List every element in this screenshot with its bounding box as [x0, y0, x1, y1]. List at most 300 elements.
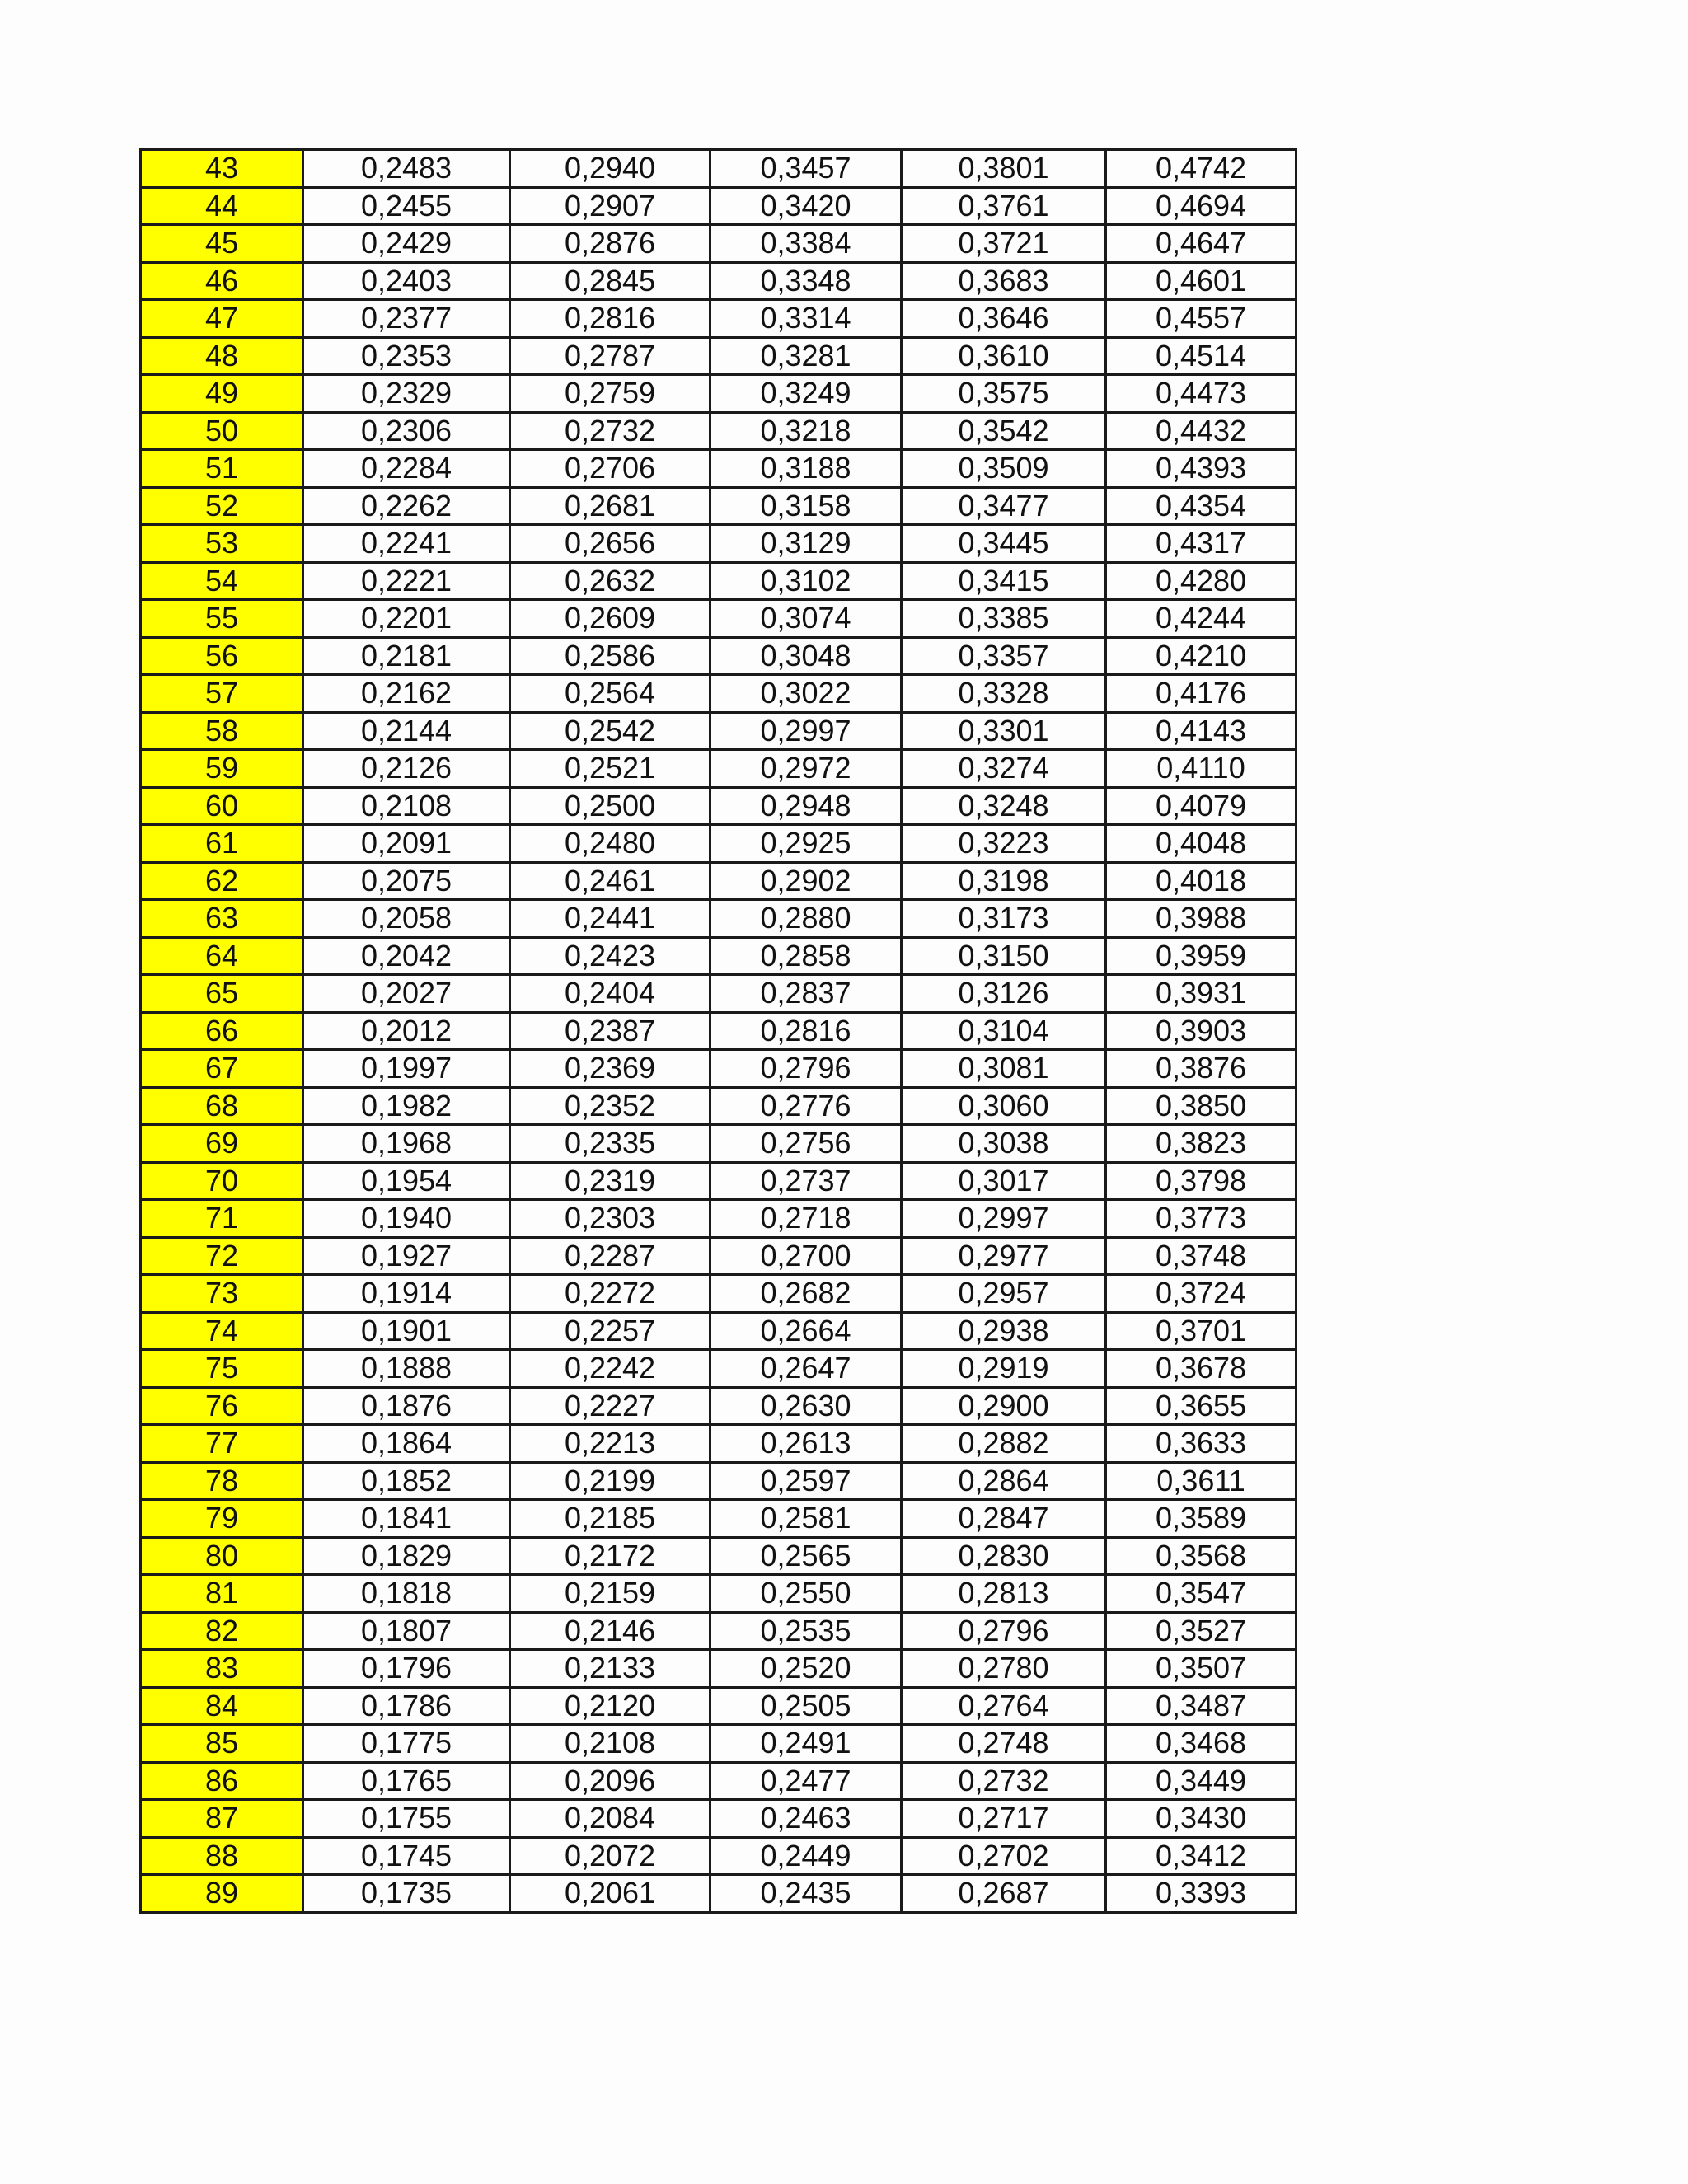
row-index-cell: 67 [141, 1050, 303, 1088]
value-cell: 0,3801 [902, 150, 1106, 188]
value-cell: 0,2012 [303, 1012, 510, 1050]
value-cell: 0,3611 [1106, 1462, 1296, 1500]
value-cell: 0,2520 [710, 1650, 902, 1688]
table-row [141, 1125, 1296, 1163]
table-row [141, 600, 1296, 638]
table-row [141, 712, 1296, 750]
value-cell: 0,2780 [902, 1650, 1106, 1688]
value-cell: 0,2900 [902, 1387, 1106, 1425]
value-cell: 0,3646 [902, 300, 1106, 338]
value-cell: 0,4317 [1106, 525, 1296, 563]
row-index-cell: 63 [141, 900, 303, 938]
row-index-cell: 65 [141, 975, 303, 1013]
value-cell: 0,3527 [1106, 1612, 1296, 1650]
value-cell: 0,4601 [1106, 262, 1296, 300]
value-cell: 0,2656 [510, 525, 710, 563]
value-cell: 0,2329 [303, 375, 510, 413]
value-cell: 0,2058 [303, 900, 510, 938]
value-cell: 0,4110 [1106, 750, 1296, 788]
value-cell: 0,1968 [303, 1125, 510, 1163]
value-cell: 0,3701 [1106, 1312, 1296, 1350]
value-cell: 0,3850 [1106, 1087, 1296, 1125]
table-row [141, 1687, 1296, 1725]
value-cell: 0,3249 [710, 375, 902, 413]
value-cell: 0,2403 [303, 262, 510, 300]
value-cell: 0,1755 [303, 1800, 510, 1838]
value-cell: 0,3542 [902, 412, 1106, 450]
value-cell: 0,3102 [710, 562, 902, 600]
value-cell: 0,1807 [303, 1612, 510, 1650]
value-cell: 0,2737 [710, 1162, 902, 1200]
value-cell: 0,2369 [510, 1050, 710, 1088]
row-index-cell: 61 [141, 825, 303, 863]
value-cell: 0,1997 [303, 1050, 510, 1088]
value-cell: 0,2816 [710, 1012, 902, 1050]
table-row [141, 1462, 1296, 1500]
value-cell: 0,4647 [1106, 225, 1296, 263]
value-cell: 0,2353 [303, 337, 510, 375]
value-cell: 0,3223 [902, 825, 1106, 863]
value-cell: 0,1940 [303, 1200, 510, 1238]
row-index-cell: 56 [141, 637, 303, 675]
value-cell: 0,3348 [710, 262, 902, 300]
value-cell: 0,3610 [902, 337, 1106, 375]
value-cell: 0,2449 [710, 1837, 902, 1875]
table-row [141, 1650, 1296, 1688]
value-cell: 0,2272 [510, 1275, 710, 1313]
value-cell: 0,2423 [510, 937, 710, 975]
value-cell: 0,1829 [303, 1537, 510, 1575]
value-cell: 0,2902 [710, 862, 902, 900]
value-cell: 0,2813 [902, 1575, 1106, 1613]
table-row [141, 487, 1296, 525]
value-cell: 0,2630 [710, 1387, 902, 1425]
value-cell: 0,4432 [1106, 412, 1296, 450]
value-cell: 0,2681 [510, 487, 710, 525]
value-cell: 0,3218 [710, 412, 902, 450]
value-cell: 0,1796 [303, 1650, 510, 1688]
value-cell: 0,2919 [902, 1350, 1106, 1388]
value-cell: 0,2847 [902, 1500, 1106, 1538]
value-cell: 0,2732 [510, 412, 710, 450]
table-row [141, 300, 1296, 338]
table-row [141, 675, 1296, 713]
value-cell: 0,3678 [1106, 1350, 1296, 1388]
table-row [141, 637, 1296, 675]
value-cell: 0,2756 [710, 1125, 902, 1163]
value-cell: 0,3248 [902, 787, 1106, 825]
value-cell: 0,1954 [303, 1162, 510, 1200]
row-index-cell: 44 [141, 187, 303, 225]
value-cell: 0,2864 [902, 1462, 1106, 1500]
value-cell: 0,1901 [303, 1312, 510, 1350]
value-cell: 0,2977 [902, 1237, 1106, 1275]
value-cell: 0,2581 [710, 1500, 902, 1538]
value-cell: 0,3721 [902, 225, 1106, 263]
row-index-cell: 82 [141, 1612, 303, 1650]
value-cell: 0,2091 [303, 825, 510, 863]
value-cell: 0,4694 [1106, 187, 1296, 225]
value-cell: 0,2521 [510, 750, 710, 788]
value-cell: 0,3903 [1106, 1012, 1296, 1050]
value-cell: 0,1765 [303, 1762, 510, 1800]
table-row [141, 1837, 1296, 1875]
value-cell: 0,2796 [902, 1612, 1106, 1650]
value-cell: 0,2096 [510, 1762, 710, 1800]
value-cell: 0,4176 [1106, 675, 1296, 713]
value-cell: 0,2084 [510, 1800, 710, 1838]
value-cell: 0,1735 [303, 1875, 510, 1913]
value-cell: 0,2335 [510, 1125, 710, 1163]
table-row [141, 750, 1296, 788]
value-cell: 0,2042 [303, 937, 510, 975]
value-cell: 0,4354 [1106, 487, 1296, 525]
value-cell: 0,2632 [510, 562, 710, 600]
value-cell: 0,2429 [303, 225, 510, 263]
value-cell: 0,3385 [902, 600, 1106, 638]
value-cell: 0,2858 [710, 937, 902, 975]
value-cell: 0,2565 [710, 1537, 902, 1575]
row-index-cell: 60 [141, 787, 303, 825]
value-cell: 0,3150 [902, 937, 1106, 975]
value-cell: 0,2830 [902, 1537, 1106, 1575]
value-cell: 0,2108 [303, 787, 510, 825]
value-cell: 0,3683 [902, 262, 1106, 300]
value-cell: 0,3038 [902, 1125, 1106, 1163]
value-cell: 0,2144 [303, 712, 510, 750]
value-cell: 0,2027 [303, 975, 510, 1013]
value-cell: 0,2938 [902, 1312, 1106, 1350]
value-cell: 0,3761 [902, 187, 1106, 225]
value-cell: 0,2796 [710, 1050, 902, 1088]
value-cell: 0,1852 [303, 1462, 510, 1500]
value-cell: 0,2146 [510, 1612, 710, 1650]
value-cell: 0,1864 [303, 1425, 510, 1463]
value-cell: 0,3126 [902, 975, 1106, 1013]
value-cell: 0,4514 [1106, 337, 1296, 375]
value-cell: 0,3823 [1106, 1125, 1296, 1163]
value-cell: 0,4742 [1106, 150, 1296, 188]
value-cell: 0,2133 [510, 1650, 710, 1688]
value-cell: 0,2940 [510, 150, 710, 188]
row-index-cell: 70 [141, 1162, 303, 1200]
table-row [141, 1575, 1296, 1613]
row-index-cell: 71 [141, 1200, 303, 1238]
value-cell: 0,3074 [710, 600, 902, 638]
value-cell: 0,2185 [510, 1500, 710, 1538]
value-cell: 0,3281 [710, 337, 902, 375]
value-cell: 0,2586 [510, 637, 710, 675]
table-row [141, 187, 1296, 225]
value-cell: 0,3655 [1106, 1387, 1296, 1425]
value-cell: 0,2764 [902, 1687, 1106, 1725]
table-row [141, 1275, 1296, 1313]
critical-values-table [139, 148, 1297, 1914]
value-cell: 0,2647 [710, 1350, 902, 1388]
value-cell: 0,2213 [510, 1425, 710, 1463]
value-cell: 0,2319 [510, 1162, 710, 1200]
table-row [141, 1500, 1296, 1538]
value-cell: 0,3017 [902, 1162, 1106, 1200]
value-cell: 0,3633 [1106, 1425, 1296, 1463]
row-index-cell: 78 [141, 1462, 303, 1500]
value-cell: 0,2542 [510, 712, 710, 750]
value-cell: 0,2907 [510, 187, 710, 225]
value-cell: 0,2181 [303, 637, 510, 675]
value-cell: 0,3798 [1106, 1162, 1296, 1200]
table-row [141, 150, 1296, 188]
value-cell: 0,3876 [1106, 1050, 1296, 1088]
row-index-cell: 49 [141, 375, 303, 413]
value-cell: 0,2535 [710, 1612, 902, 1650]
table-row [141, 1162, 1296, 1200]
value-cell: 0,1745 [303, 1837, 510, 1875]
value-cell: 0,2491 [710, 1725, 902, 1763]
value-cell: 0,3328 [902, 675, 1106, 713]
table-row [141, 337, 1296, 375]
value-cell: 0,2257 [510, 1312, 710, 1350]
value-cell: 0,2700 [710, 1237, 902, 1275]
row-index-cell: 68 [141, 1087, 303, 1125]
value-cell: 0,2284 [303, 450, 510, 488]
table-row [141, 900, 1296, 938]
row-index-cell: 51 [141, 450, 303, 488]
value-cell: 0,2505 [710, 1687, 902, 1725]
row-index-cell: 79 [141, 1500, 303, 1538]
value-cell: 0,2609 [510, 600, 710, 638]
value-cell: 0,3988 [1106, 900, 1296, 938]
row-index-cell: 85 [141, 1725, 303, 1763]
value-cell: 0,2664 [710, 1312, 902, 1350]
value-cell: 0,2227 [510, 1387, 710, 1425]
table-row [141, 975, 1296, 1013]
table-row [141, 862, 1296, 900]
value-cell: 0,2997 [710, 712, 902, 750]
value-cell: 0,2972 [710, 750, 902, 788]
value-cell: 0,2435 [710, 1875, 902, 1913]
row-index-cell: 84 [141, 1687, 303, 1725]
row-index-cell: 77 [141, 1425, 303, 1463]
value-cell: 0,3959 [1106, 937, 1296, 975]
value-cell: 0,2480 [510, 825, 710, 863]
table-row [141, 1200, 1296, 1238]
value-cell: 0,3724 [1106, 1275, 1296, 1313]
value-cell: 0,3445 [902, 525, 1106, 563]
value-cell: 0,4210 [1106, 637, 1296, 675]
row-index-cell: 47 [141, 300, 303, 338]
value-cell: 0,2876 [510, 225, 710, 263]
row-index-cell: 57 [141, 675, 303, 713]
value-cell: 0,1775 [303, 1725, 510, 1763]
value-cell: 0,2463 [710, 1800, 902, 1838]
table-row [141, 1612, 1296, 1650]
row-index-cell: 46 [141, 262, 303, 300]
row-index-cell: 48 [141, 337, 303, 375]
value-cell: 0,2845 [510, 262, 710, 300]
value-cell: 0,2303 [510, 1200, 710, 1238]
table-row [141, 375, 1296, 413]
value-cell: 0,4473 [1106, 375, 1296, 413]
table-row [141, 525, 1296, 563]
value-cell: 0,1982 [303, 1087, 510, 1125]
value-cell: 0,4244 [1106, 600, 1296, 638]
table-row [141, 562, 1296, 600]
row-index-cell: 66 [141, 1012, 303, 1050]
value-cell: 0,2718 [710, 1200, 902, 1238]
value-cell: 0,3420 [710, 187, 902, 225]
table-row [141, 1387, 1296, 1425]
value-cell: 0,2162 [303, 675, 510, 713]
value-cell: 0,2287 [510, 1237, 710, 1275]
row-index-cell: 53 [141, 525, 303, 563]
row-index-cell: 89 [141, 1875, 303, 1913]
value-cell: 0,2075 [303, 862, 510, 900]
table-row [141, 1425, 1296, 1463]
value-cell: 0,2242 [510, 1350, 710, 1388]
value-cell: 0,3773 [1106, 1200, 1296, 1238]
row-index-cell: 50 [141, 412, 303, 450]
value-cell: 0,2404 [510, 975, 710, 1013]
value-cell: 0,3129 [710, 525, 902, 563]
table-row [141, 1875, 1296, 1913]
row-index-cell: 62 [141, 862, 303, 900]
value-cell: 0,1818 [303, 1575, 510, 1613]
value-cell: 0,1914 [303, 1275, 510, 1313]
value-cell: 0,2816 [510, 300, 710, 338]
value-cell: 0,2221 [303, 562, 510, 600]
row-index-cell: 88 [141, 1837, 303, 1875]
table-row [141, 937, 1296, 975]
row-index-cell: 76 [141, 1387, 303, 1425]
row-index-cell: 54 [141, 562, 303, 600]
value-cell: 0,3048 [710, 637, 902, 675]
value-cell: 0,2108 [510, 1725, 710, 1763]
value-cell: 0,3301 [902, 712, 1106, 750]
row-index-cell: 80 [141, 1537, 303, 1575]
table-row [141, 1537, 1296, 1575]
value-cell: 0,2172 [510, 1537, 710, 1575]
value-cell: 0,3081 [902, 1050, 1106, 1088]
value-cell: 0,2550 [710, 1575, 902, 1613]
value-cell: 0,2759 [510, 375, 710, 413]
value-cell: 0,3173 [902, 900, 1106, 938]
value-cell: 0,2461 [510, 862, 710, 900]
table-row [141, 1762, 1296, 1800]
value-cell: 0,2787 [510, 337, 710, 375]
row-index-cell: 86 [141, 1762, 303, 1800]
value-cell: 0,3507 [1106, 1650, 1296, 1688]
value-cell: 0,2159 [510, 1575, 710, 1613]
value-cell: 0,2776 [710, 1087, 902, 1125]
value-cell: 0,3384 [710, 225, 902, 263]
value-cell: 0,3022 [710, 675, 902, 713]
value-cell: 0,1927 [303, 1237, 510, 1275]
value-cell: 0,2352 [510, 1087, 710, 1125]
value-cell: 0,2882 [902, 1425, 1106, 1463]
value-cell: 0,1841 [303, 1500, 510, 1538]
value-cell: 0,3060 [902, 1087, 1106, 1125]
table-row [141, 1312, 1296, 1350]
value-cell: 0,2241 [303, 525, 510, 563]
table-row [141, 787, 1296, 825]
value-cell: 0,2441 [510, 900, 710, 938]
value-cell: 0,3589 [1106, 1500, 1296, 1538]
value-cell: 0,3575 [902, 375, 1106, 413]
value-cell: 0,3477 [902, 487, 1106, 525]
value-cell: 0,2199 [510, 1462, 710, 1500]
value-cell: 0,2925 [710, 825, 902, 863]
value-cell: 0,2597 [710, 1462, 902, 1500]
table-row [141, 1087, 1296, 1125]
row-index-cell: 73 [141, 1275, 303, 1313]
value-cell: 0,2957 [902, 1275, 1106, 1313]
value-cell: 0,2377 [303, 300, 510, 338]
row-index-cell: 58 [141, 712, 303, 750]
value-cell: 0,2748 [902, 1725, 1106, 1763]
row-index-cell: 59 [141, 750, 303, 788]
value-cell: 0,2061 [510, 1875, 710, 1913]
value-cell: 0,4557 [1106, 300, 1296, 338]
value-cell: 0,2564 [510, 675, 710, 713]
row-index-cell: 52 [141, 487, 303, 525]
value-cell: 0,2687 [902, 1875, 1106, 1913]
value-cell: 0,1786 [303, 1687, 510, 1725]
value-cell: 0,3314 [710, 300, 902, 338]
table-row [141, 1012, 1296, 1050]
value-cell: 0,2126 [303, 750, 510, 788]
table-row [141, 1237, 1296, 1275]
row-index-cell: 75 [141, 1350, 303, 1388]
row-index-cell: 69 [141, 1125, 303, 1163]
row-index-cell: 72 [141, 1237, 303, 1275]
value-cell: 0,4143 [1106, 712, 1296, 750]
table-row [141, 1800, 1296, 1838]
value-cell: 0,3158 [710, 487, 902, 525]
value-cell: 0,3509 [902, 450, 1106, 488]
row-index-cell: 45 [141, 225, 303, 263]
table-row [141, 450, 1296, 488]
value-cell: 0,3487 [1106, 1687, 1296, 1725]
value-cell: 0,2682 [710, 1275, 902, 1313]
value-cell: 0,3188 [710, 450, 902, 488]
value-cell: 0,4280 [1106, 562, 1296, 600]
value-cell: 0,3274 [902, 750, 1106, 788]
value-cell: 0,4048 [1106, 825, 1296, 863]
value-cell: 0,2120 [510, 1687, 710, 1725]
table-row [141, 412, 1296, 450]
value-cell: 0,1888 [303, 1350, 510, 1388]
value-cell: 0,2387 [510, 1012, 710, 1050]
value-cell: 0,1876 [303, 1387, 510, 1425]
value-cell: 0,3457 [710, 150, 902, 188]
value-cell: 0,2706 [510, 450, 710, 488]
value-cell: 0,3449 [1106, 1762, 1296, 1800]
table-row [141, 825, 1296, 863]
table-row [141, 225, 1296, 263]
row-index-cell: 64 [141, 937, 303, 975]
value-cell: 0,3468 [1106, 1725, 1296, 1763]
value-cell: 0,2613 [710, 1425, 902, 1463]
value-cell: 0,3104 [902, 1012, 1106, 1050]
value-cell: 0,2201 [303, 600, 510, 638]
row-index-cell: 74 [141, 1312, 303, 1350]
value-cell: 0,2483 [303, 150, 510, 188]
row-index-cell: 81 [141, 1575, 303, 1613]
table-row [141, 1350, 1296, 1388]
table-row [141, 262, 1296, 300]
value-cell: 0,2455 [303, 187, 510, 225]
row-index-cell: 55 [141, 600, 303, 638]
